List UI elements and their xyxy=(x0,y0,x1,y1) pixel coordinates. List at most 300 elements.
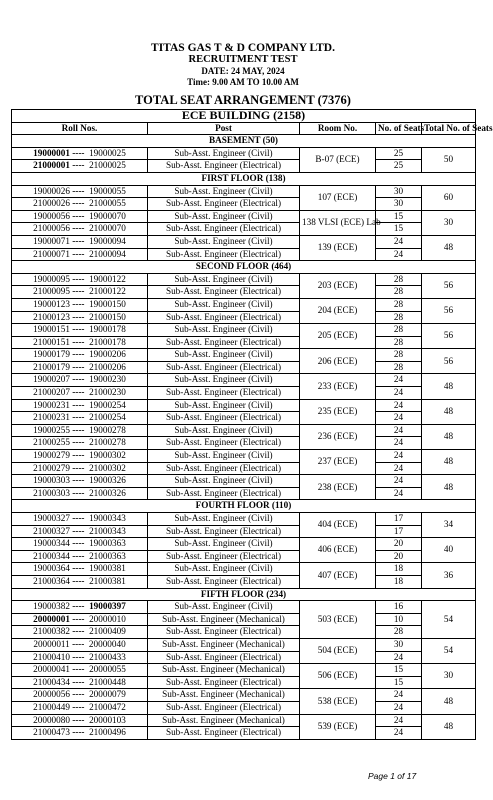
roll-range xyxy=(12,185,148,198)
total-seats-cell: 60 xyxy=(422,185,476,210)
roll-from: 19000026 xyxy=(33,185,70,196)
roll-separator: ---- xyxy=(72,462,85,473)
table-row xyxy=(12,575,476,588)
post-cell: Sub-Asst. Engineer (Electrical) xyxy=(148,412,300,425)
total-seats-cell: 56 xyxy=(422,298,476,323)
floor-heading: BASEMENT (50) xyxy=(12,135,476,148)
post-cell: Sub-Asst. Engineer (Mechanical) xyxy=(148,714,300,727)
room-cell: 407 (ECE) xyxy=(300,563,376,588)
exam-date: DATE: 24 MAY, 2024 xyxy=(201,66,285,76)
room-cell: 203 (ECE) xyxy=(300,273,376,298)
post-cell: Sub-Asst. Engineer (Electrical) xyxy=(148,361,300,374)
roll-from: 20000080 xyxy=(33,714,70,725)
post-cell: Sub-Asst. Engineer (Electrical) xyxy=(148,550,300,563)
seats-cell: 24 xyxy=(376,651,422,664)
roll-separator: ---- xyxy=(72,601,85,612)
roll-to: 20000055 xyxy=(89,664,126,675)
roll-from: 19000344 xyxy=(33,538,70,549)
roll-range xyxy=(12,513,148,526)
table-row xyxy=(12,387,476,400)
roll-range xyxy=(12,223,148,236)
roll-from: 20000001 xyxy=(33,613,70,624)
roll-separator: ---- xyxy=(72,487,85,498)
post-cell: Sub-Asst. Engineer (Mechanical) xyxy=(148,613,300,626)
roll-to: 21000496 xyxy=(89,727,126,738)
post-cell: Sub-Asst. Engineer (Civil) xyxy=(148,235,300,248)
roll-range xyxy=(12,613,148,626)
post-cell: Sub-Asst. Engineer (Civil) xyxy=(148,475,300,488)
seats-cell: 28 xyxy=(376,286,422,299)
column-header-post: Post xyxy=(148,122,300,135)
table-row xyxy=(12,450,476,463)
roll-to: 21000094 xyxy=(89,248,126,259)
roll-range xyxy=(12,626,148,639)
roll-to: 19000363 xyxy=(89,538,126,549)
roll-separator: ---- xyxy=(72,210,85,221)
total-seats-cell: 48 xyxy=(422,399,476,424)
roll-to: 21000472 xyxy=(89,701,126,712)
roll-range xyxy=(12,525,148,538)
table-row xyxy=(12,550,476,563)
roll-separator: ---- xyxy=(72,450,85,461)
table-row xyxy=(12,601,476,614)
room-cell: 206 (ECE) xyxy=(300,349,376,374)
roll-range xyxy=(12,298,148,311)
post-cell: Sub-Asst. Engineer (Civil) xyxy=(148,147,300,160)
post-cell: Sub-Asst. Engineer (Civil) xyxy=(148,349,300,362)
table-row xyxy=(12,399,476,412)
table-row xyxy=(12,676,476,689)
post-cell: Sub-Asst. Engineer (Electrical) xyxy=(148,651,300,664)
seats-cell: 24 xyxy=(376,235,422,248)
roll-range xyxy=(12,487,148,500)
roll-range xyxy=(12,437,148,450)
roll-to: 21000230 xyxy=(89,387,126,398)
exam-time: Time: 9.00 AM TO 10.00 AM xyxy=(187,77,299,87)
roll-to: 21000302 xyxy=(89,462,126,473)
roll-from: 21000056 xyxy=(33,223,70,234)
room-cell: 404 (ECE) xyxy=(300,513,376,538)
roll-to: 21000055 xyxy=(89,198,126,209)
roll-to: 21000363 xyxy=(89,550,126,561)
table-row xyxy=(12,424,476,437)
column-header-total: Total No. of Seats xyxy=(422,122,476,135)
roll-range xyxy=(12,664,148,677)
table-row xyxy=(12,487,476,500)
seats-cell: 24 xyxy=(376,462,422,475)
table-row xyxy=(12,286,476,299)
seats-cell: 24 xyxy=(376,450,422,463)
total-seats-cell: 30 xyxy=(422,210,476,235)
room-cell: 503 (ECE) xyxy=(300,601,376,639)
seat-table-body xyxy=(12,135,476,740)
room-cell: 235 (ECE) xyxy=(300,399,376,424)
post-cell: Sub-Asst. Engineer (Civil) xyxy=(148,513,300,526)
roll-from: 20000041 xyxy=(33,664,70,675)
seats-cell: 25 xyxy=(376,147,422,160)
roll-from: 21000095 xyxy=(33,286,70,297)
post-cell: Sub-Asst. Engineer (Civil) xyxy=(148,450,300,463)
roll-from: 20000011 xyxy=(33,638,70,649)
seats-cell: 20 xyxy=(376,538,422,551)
roll-from: 21000123 xyxy=(33,311,70,322)
roll-range xyxy=(12,324,148,337)
table-row xyxy=(12,701,476,714)
post-cell: Sub-Asst. Engineer (Civil) xyxy=(148,563,300,576)
roll-range xyxy=(12,727,148,740)
table-row xyxy=(12,273,476,286)
table-row xyxy=(12,651,476,664)
seats-cell: 28 xyxy=(376,336,422,349)
total-seats-cell: 54 xyxy=(422,638,476,663)
roll-from: 19000071 xyxy=(33,235,70,246)
post-cell: Sub-Asst. Engineer (Electrical) xyxy=(148,286,300,299)
roll-range xyxy=(12,676,148,689)
seats-cell: 24 xyxy=(376,248,422,261)
roll-from: 21000473 xyxy=(33,727,70,738)
roll-to: 19000206 xyxy=(89,349,126,360)
seats-cell: 28 xyxy=(376,311,422,324)
roll-to: 21000150 xyxy=(89,311,126,322)
room-cell: 238 (ECE) xyxy=(300,475,376,500)
roll-from: 19000001 xyxy=(33,147,70,158)
seats-cell: 10 xyxy=(376,613,422,626)
total-seat-heading: TOTAL SEAT ARRANGEMENT (7376) xyxy=(135,93,351,107)
roll-separator: ---- xyxy=(72,689,85,700)
post-cell: Sub-Asst. Engineer (Civil) xyxy=(148,185,300,198)
room-cell: 406 (ECE) xyxy=(300,538,376,563)
table-row xyxy=(12,147,476,160)
roll-range xyxy=(12,235,148,248)
roll-range xyxy=(12,349,148,362)
roll-to: 19000278 xyxy=(89,424,126,435)
roll-separator: ---- xyxy=(72,513,85,523)
roll-separator: ---- xyxy=(72,475,85,486)
roll-from: 21000001 xyxy=(33,160,70,171)
roll-separator: ---- xyxy=(72,676,85,687)
roll-from: 20000056 xyxy=(33,689,70,700)
post-cell: Sub-Asst. Engineer (Electrical) xyxy=(148,525,300,538)
roll-to: 20000103 xyxy=(89,714,126,725)
room-cell: 236 (ECE) xyxy=(300,424,376,449)
roll-from: 21000255 xyxy=(33,437,70,448)
roll-to: 19000343 xyxy=(89,513,126,523)
roll-from: 19000279 xyxy=(33,450,70,461)
post-cell: Sub-Asst. Engineer (Civil) xyxy=(148,324,300,337)
total-seats-cell: 40 xyxy=(422,538,476,563)
total-seats-cell: 48 xyxy=(422,235,476,260)
seats-cell: 24 xyxy=(376,701,422,714)
table-row xyxy=(12,613,476,626)
roll-separator: ---- xyxy=(72,424,85,435)
roll-separator: ---- xyxy=(72,714,85,725)
post-cell: Sub-Asst. Engineer (Mechanical) xyxy=(148,638,300,651)
post-cell: Sub-Asst. Engineer (Civil) xyxy=(148,210,300,223)
roll-to: 19000326 xyxy=(89,475,126,486)
total-seats-cell: 56 xyxy=(422,349,476,374)
post-cell: Sub-Asst. Engineer (Civil) xyxy=(148,374,300,387)
table-row xyxy=(12,714,476,727)
roll-range xyxy=(12,374,148,387)
roll-separator: ---- xyxy=(72,324,85,335)
roll-to: 21000178 xyxy=(89,336,126,347)
room-cell: 539 (ECE) xyxy=(300,714,376,739)
post-cell: Sub-Asst. Engineer (Civil) xyxy=(148,273,300,286)
roll-from: 21000179 xyxy=(33,361,70,372)
roll-range xyxy=(12,273,148,286)
seats-cell: 30 xyxy=(376,638,422,651)
roll-separator: ---- xyxy=(72,198,85,209)
roll-range xyxy=(12,701,148,714)
post-cell: Sub-Asst. Engineer (Civil) xyxy=(148,298,300,311)
table-row xyxy=(12,185,476,198)
roll-separator: ---- xyxy=(72,273,85,284)
room-cell: 506 (ECE) xyxy=(300,664,376,689)
floor-heading: FIFTH FLOOR (234) xyxy=(12,588,476,601)
column-header-room: Room No. xyxy=(300,122,376,135)
roll-to: 21000206 xyxy=(89,361,126,372)
seats-cell: 30 xyxy=(376,198,422,211)
post-cell: Sub-Asst. Engineer (Civil) xyxy=(148,399,300,412)
seats-cell: 24 xyxy=(376,424,422,437)
room-cell: 237 (ECE) xyxy=(300,450,376,475)
post-cell: Sub-Asst. Engineer (Electrical) xyxy=(148,311,300,324)
column-header-roll: Roll Nos. xyxy=(12,122,148,135)
total-seats-cell: 36 xyxy=(422,563,476,588)
seats-cell: 24 xyxy=(376,475,422,488)
floor-row xyxy=(12,172,476,185)
seats-cell: 28 xyxy=(376,298,422,311)
seats-cell: 18 xyxy=(376,563,422,576)
roll-range xyxy=(12,361,148,374)
roll-to: 19000025 xyxy=(89,147,126,158)
total-seats-cell: 48 xyxy=(422,475,476,500)
roll-to: 21000122 xyxy=(89,286,126,297)
seats-cell: 20 xyxy=(376,550,422,563)
roll-separator: ---- xyxy=(72,349,85,360)
seats-cell: 28 xyxy=(376,324,422,337)
roll-range xyxy=(12,336,148,349)
roll-from: 19000327 xyxy=(33,513,70,523)
roll-to: 19000302 xyxy=(89,450,126,461)
room-cell: 139 (ECE) xyxy=(300,235,376,260)
seats-cell: 17 xyxy=(376,525,422,538)
roll-from: 19000303 xyxy=(33,475,70,486)
table-row xyxy=(12,437,476,450)
total-seats-cell: 48 xyxy=(422,374,476,399)
roll-separator: ---- xyxy=(72,185,85,196)
roll-to: 19000055 xyxy=(89,185,126,196)
seats-cell: 15 xyxy=(376,676,422,689)
roll-separator: ---- xyxy=(72,248,85,259)
post-cell: Sub-Asst. Engineer (Electrical) xyxy=(148,336,300,349)
roll-range xyxy=(12,387,148,400)
post-cell: Sub-Asst. Engineer (Electrical) xyxy=(148,437,300,450)
roll-separator: ---- xyxy=(72,361,85,372)
roll-from: 21000303 xyxy=(33,487,70,498)
roll-separator: ---- xyxy=(72,147,85,158)
document-title: RECRUITMENT TEST xyxy=(188,54,298,65)
post-cell: Sub-Asst. Engineer (Electrical) xyxy=(148,462,300,475)
post-cell: Sub-Asst. Engineer (Electrical) xyxy=(148,727,300,740)
roll-from: 19000382 xyxy=(33,601,70,612)
roll-range xyxy=(12,563,148,576)
seats-cell: 24 xyxy=(376,412,422,425)
seats-cell: 30 xyxy=(376,185,422,198)
total-seats-cell: 48 xyxy=(422,689,476,714)
roll-separator: ---- xyxy=(72,575,85,586)
roll-from: 19000095 xyxy=(33,273,70,284)
roll-range xyxy=(12,286,148,299)
floor-heading: FIRST FLOOR (138) xyxy=(12,172,476,185)
roll-from: 21000327 xyxy=(33,525,70,536)
total-seats-cell: 50 xyxy=(422,147,476,172)
table-row xyxy=(12,235,476,248)
roll-range xyxy=(12,575,148,588)
roll-range xyxy=(12,538,148,551)
total-seats-cell: 56 xyxy=(422,324,476,349)
post-cell: Sub-Asst. Engineer (Mechanical) xyxy=(148,664,300,677)
roll-to: 19000122 xyxy=(89,273,126,284)
roll-from: 19000207 xyxy=(33,374,70,385)
roll-to: 19000070 xyxy=(89,210,126,221)
roll-separator: ---- xyxy=(72,638,85,649)
roll-separator: ---- xyxy=(72,437,85,448)
roll-range xyxy=(12,550,148,563)
post-cell: Sub-Asst. Engineer (Electrical) xyxy=(148,701,300,714)
post-cell: Sub-Asst. Engineer (Electrical) xyxy=(148,575,300,588)
roll-range xyxy=(12,198,148,211)
roll-to: 21000448 xyxy=(89,676,126,687)
roll-to: 21000433 xyxy=(89,651,126,662)
roll-separator: ---- xyxy=(72,387,85,398)
seats-cell: 28 xyxy=(376,349,422,362)
table-row xyxy=(12,324,476,337)
roll-range xyxy=(12,248,148,261)
table-row xyxy=(12,727,476,740)
table-row xyxy=(12,638,476,651)
roll-to: 21000025 xyxy=(89,160,126,171)
room-cell: B-07 (ECE) xyxy=(300,147,376,172)
total-seats-cell: 48 xyxy=(422,714,476,739)
roll-to: 19000178 xyxy=(89,324,126,335)
roll-separator: ---- xyxy=(72,538,85,549)
table-row xyxy=(12,513,476,526)
post-cell: Sub-Asst. Engineer (Mechanical) xyxy=(148,689,300,702)
roll-to: 19000094 xyxy=(89,235,126,246)
roll-to: 19000230 xyxy=(89,374,126,385)
column-header-seats: No. of Seats xyxy=(376,122,422,135)
room-cell: 205 (ECE) xyxy=(300,324,376,349)
building-heading: ECE BUILDING (2158) xyxy=(12,110,476,123)
roll-from: 21000344 xyxy=(33,550,70,561)
roll-from: 21000434 xyxy=(33,676,70,687)
table-row xyxy=(12,689,476,702)
room-cell: 138 VLSI (ECE) Lab xyxy=(300,210,376,235)
roll-range xyxy=(12,160,148,173)
floor-heading: SECOND FLOOR (464) xyxy=(12,261,476,274)
roll-from: 19000364 xyxy=(33,563,70,574)
post-cell: Sub-Asst. Engineer (Electrical) xyxy=(148,387,300,400)
roll-separator: ---- xyxy=(72,298,85,309)
total-seats-cell: 48 xyxy=(422,450,476,475)
room-cell: 204 (ECE) xyxy=(300,298,376,323)
table-row xyxy=(12,374,476,387)
roll-separator: ---- xyxy=(72,235,85,246)
seats-cell: 16 xyxy=(376,601,422,614)
roll-to: 21000381 xyxy=(89,575,126,586)
total-seats-cell: 34 xyxy=(422,513,476,538)
roll-separator: ---- xyxy=(72,160,85,171)
roll-from: 19000231 xyxy=(33,399,70,410)
floor-heading: FOURTH FLOOR (110) xyxy=(12,500,476,513)
post-cell: Sub-Asst. Engineer (Electrical) xyxy=(148,160,300,173)
table-row xyxy=(12,462,476,475)
seats-cell: 15 xyxy=(376,210,422,223)
table-row xyxy=(12,336,476,349)
roll-to: 20000079 xyxy=(89,689,126,700)
roll-range xyxy=(12,638,148,651)
roll-separator: ---- xyxy=(72,626,85,637)
seats-cell: 24 xyxy=(376,714,422,727)
seats-cell: 24 xyxy=(376,689,422,702)
roll-range xyxy=(12,399,148,412)
roll-to: 21000254 xyxy=(89,412,126,423)
room-cell: 504 (ECE) xyxy=(300,638,376,663)
total-seats-cell: 30 xyxy=(422,664,476,689)
seats-cell: 18 xyxy=(376,575,422,588)
roll-separator: ---- xyxy=(72,727,85,738)
roll-from: 21000382 xyxy=(33,626,70,637)
room-cell: 538 (ECE) xyxy=(300,689,376,714)
roll-to: 19000254 xyxy=(89,399,126,410)
roll-from: 21000410 xyxy=(33,651,70,662)
roll-from: 19000255 xyxy=(33,424,70,435)
roll-range xyxy=(12,462,148,475)
roll-from: 21000151 xyxy=(33,336,70,347)
table-row xyxy=(12,223,476,236)
roll-to: 20000010 xyxy=(89,613,126,624)
table-row xyxy=(12,626,476,639)
post-cell: Sub-Asst. Engineer (Civil) xyxy=(148,424,300,437)
room-cell: 233 (ECE) xyxy=(300,374,376,399)
table-row xyxy=(12,210,476,223)
roll-from: 21000071 xyxy=(33,248,70,259)
roll-from: 21000449 xyxy=(33,701,70,712)
roll-separator: ---- xyxy=(72,412,85,423)
post-cell: Sub-Asst. Engineer (Civil) xyxy=(148,601,300,614)
roll-to: 21000070 xyxy=(89,223,126,234)
roll-to: 21000278 xyxy=(89,437,126,448)
roll-range xyxy=(12,475,148,488)
roll-from: 21000207 xyxy=(33,387,70,398)
roll-to: 21000409 xyxy=(89,626,126,637)
roll-separator: ---- xyxy=(72,525,85,536)
post-cell: Sub-Asst. Engineer (Electrical) xyxy=(148,198,300,211)
post-cell: Sub-Asst. Engineer (Electrical) xyxy=(148,626,300,639)
table-row xyxy=(12,248,476,261)
post-cell: Sub-Asst. Engineer (Electrical) xyxy=(148,487,300,500)
roll-separator: ---- xyxy=(72,613,85,624)
roll-from: 19000123 xyxy=(33,298,70,309)
page-number: Page 1 of 17 xyxy=(368,771,417,781)
roll-separator: ---- xyxy=(72,223,85,234)
seats-cell: 24 xyxy=(376,727,422,740)
roll-separator: ---- xyxy=(72,311,85,322)
roll-separator: ---- xyxy=(72,374,85,385)
roll-range xyxy=(12,651,148,664)
roll-range xyxy=(12,311,148,324)
